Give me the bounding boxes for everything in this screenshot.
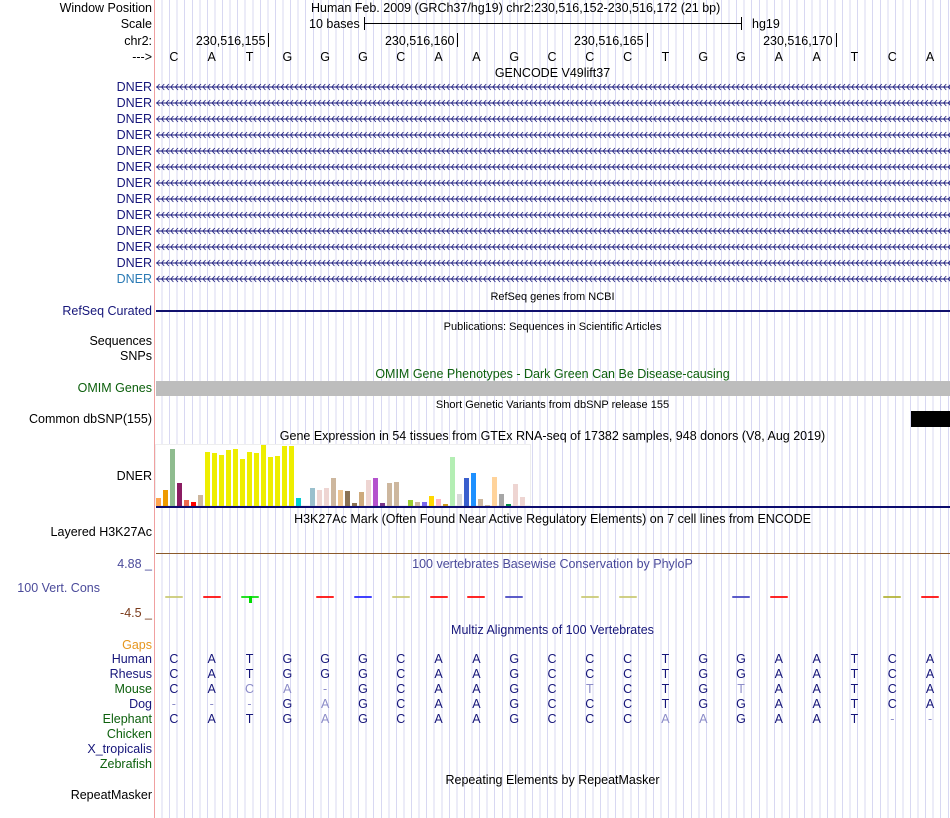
gtex-tissue-bar[interactable] <box>422 502 427 506</box>
multiz-base: C <box>547 652 557 666</box>
multiz-base: C <box>169 712 179 726</box>
multiz-base: A <box>207 667 216 681</box>
gencode-transcript-dner[interactable] <box>156 145 950 157</box>
multiz-base: G <box>358 682 368 696</box>
gtex-baseline <box>156 506 950 508</box>
multiz-base: A <box>812 667 821 681</box>
reference-base: G <box>282 50 293 64</box>
gtex-tissue-bar[interactable] <box>331 478 336 506</box>
multiz-species-label[interactable]: Chicken <box>106 727 152 741</box>
gencode-transcript-dner[interactable] <box>156 193 950 205</box>
multiz-base: G <box>358 697 368 711</box>
gtex-tissue-bar[interactable] <box>387 483 392 506</box>
reference-base: A <box>207 50 216 64</box>
gencode-transcript-label[interactable]: DNER <box>116 144 152 158</box>
reference-base: G <box>736 50 746 64</box>
phylop-score-glyph <box>203 596 221 598</box>
gencode-transcript-label[interactable]: DNER <box>116 160 152 174</box>
multiz-base: C <box>623 682 633 696</box>
omim-track-title: OMIM Gene Phenotypes - Dark Green Can Be Disease-causing <box>375 367 730 381</box>
multiz-base: G <box>698 682 709 696</box>
phylop-min: -4.5 _ <box>120 606 152 620</box>
gtex-tissue-bar[interactable] <box>436 499 441 506</box>
window-position-title: Human Feb. 2009 (GRCh37/hg19) chr2:230,516,152-230,516,172 (21 bp) <box>311 1 721 15</box>
multiz-species-label[interactable]: Elephant <box>102 712 152 726</box>
gencode-transcript-dner[interactable] <box>156 81 950 93</box>
multiz-base: A <box>472 682 481 696</box>
reference-base: A <box>472 50 481 64</box>
multiz-base: - <box>928 712 933 726</box>
multiz-base: A <box>925 697 935 711</box>
window-position-label: Window Position <box>59 1 152 15</box>
gtex-tissue-bar[interactable] <box>198 495 203 506</box>
gtex-tissue-bar[interactable] <box>366 480 371 506</box>
gtex-tissue-bar[interactable] <box>352 503 357 506</box>
scale-bar-text: 10 bases <box>309 17 360 31</box>
multiz-base: C <box>396 667 406 681</box>
gencode-transcript-dner[interactable] <box>156 161 950 173</box>
ruler-position-label: 230,516,155 <box>195 34 266 48</box>
gtex-tissue-bar[interactable] <box>338 490 343 506</box>
minus-strand-arrows-icon <box>156 273 950 285</box>
multiz-base: A <box>320 697 330 711</box>
gtex-tissue-bar[interactable] <box>275 456 280 506</box>
ruler-tick <box>268 33 269 47</box>
gtex-tissue-bar[interactable] <box>240 459 245 506</box>
multiz-base: G <box>736 667 746 681</box>
multiz-species-label[interactable]: X_tropicalis <box>87 742 152 756</box>
minus-strand-arrows-icon <box>156 129 950 141</box>
phylop-score-glyph <box>430 596 448 598</box>
gtex-tissue-bar[interactable] <box>485 505 490 506</box>
reference-base: T <box>661 50 670 64</box>
phylop-score-glyph <box>249 596 252 603</box>
gtex-tissue-bar[interactable] <box>478 499 483 506</box>
gtex-tissue-bar[interactable] <box>429 496 434 506</box>
gtex-tissue-bar[interactable] <box>471 473 476 506</box>
multiz-base: - <box>171 697 176 711</box>
gtex-tissue-bar[interactable] <box>191 502 196 506</box>
gtex-tissue-bar[interactable] <box>443 504 448 506</box>
multiz-base: A <box>774 712 784 726</box>
gtex-tissue-bar[interactable] <box>457 494 462 506</box>
gtex-tissue-bar[interactable] <box>282 446 287 506</box>
multiz-base: C <box>623 652 633 666</box>
gencode-transcript-label[interactable]: DNER <box>116 208 152 222</box>
gencode-transcript-dner[interactable] <box>156 97 950 109</box>
reference-base: G <box>509 50 520 64</box>
multiz-base: C <box>169 667 179 681</box>
multiz-base: C <box>623 667 633 681</box>
ruler-tick <box>457 33 458 47</box>
gtex-tissue-bar[interactable] <box>170 449 175 506</box>
reference-base: T <box>245 50 254 64</box>
minus-strand-arrows-icon <box>156 209 950 221</box>
multiz-base: - <box>323 682 328 696</box>
gtex-tissue-bar[interactable] <box>324 488 329 506</box>
reference-base: C <box>887 50 897 64</box>
multiz-base: C <box>887 697 897 711</box>
reference-base: C <box>623 50 633 64</box>
gtex-tissue-bar[interactable] <box>226 450 231 506</box>
minus-strand-arrows-icon <box>156 177 950 189</box>
gencode-transcript-label[interactable]: DNER <box>116 80 152 94</box>
multiz-species-label[interactable]: Mouse <box>114 682 152 696</box>
reference-base: G <box>358 50 368 64</box>
multiz-base: G <box>736 652 746 666</box>
reference-base: A <box>812 50 821 64</box>
gencode-transcript-label[interactable]: DNER <box>116 176 152 190</box>
multiz-base: C <box>547 712 557 726</box>
gencode-transcript-dner[interactable] <box>156 113 950 125</box>
multiz-base: G <box>358 652 368 666</box>
reference-base: C <box>547 50 557 64</box>
phylop-score-glyph <box>732 596 750 598</box>
scale-bar-left-tick <box>364 17 365 30</box>
phylop-score-glyph <box>770 596 788 598</box>
multiz-base: A <box>207 712 216 726</box>
gtex-tissue-bar[interactable] <box>408 500 413 506</box>
gencode-transcript-dner[interactable] <box>156 225 950 237</box>
multiz-base: A <box>207 652 216 666</box>
reference-base: C <box>169 50 179 64</box>
reference-base: C <box>585 50 595 64</box>
h3k27ac-track-title: H3K27Ac Mark (Often Found Near Active Regulatory Elements) on 7 cell lines from ENCODE <box>294 512 811 526</box>
multiz-base: G <box>320 652 330 666</box>
gtex-tissue-bar[interactable] <box>317 490 322 506</box>
gencode-transcript-label[interactable]: DNER <box>116 192 152 206</box>
phylop-score-glyph <box>505 596 523 598</box>
multiz-base: A <box>661 712 670 726</box>
multiz-species-label[interactable]: Zebrafish <box>99 757 152 771</box>
gtex-tissue-bar[interactable] <box>450 457 455 506</box>
multiz-base: A <box>774 652 784 666</box>
scale-bar-right-tick <box>741 17 742 30</box>
multiz-base: C <box>396 682 406 696</box>
minus-strand-arrows-icon <box>156 97 950 109</box>
multiz-base: A <box>812 652 821 666</box>
multiz-base: A <box>434 667 443 681</box>
multiz-base: A <box>472 652 481 666</box>
multiz-base: A <box>925 667 935 681</box>
multiz-base: T <box>850 652 859 666</box>
gtex-tissue-bar[interactable] <box>345 491 350 506</box>
omim-track-label[interactable]: OMIM Genes <box>77 381 152 395</box>
phylop-score-glyph <box>165 596 183 598</box>
scale-label: Scale <box>120 17 152 31</box>
phylop-max: 4.88 _ <box>117 557 152 571</box>
multiz-base: G <box>282 712 293 726</box>
multiz-base: C <box>396 652 406 666</box>
multiz-base: C <box>887 652 897 666</box>
gtex-tissue-bar[interactable] <box>219 455 224 506</box>
multiz-base: T <box>737 682 745 696</box>
strand-label: ---> <box>132 50 152 64</box>
minus-strand-arrows-icon <box>156 161 950 173</box>
multiz-base: A <box>434 652 443 666</box>
gencode-transcript-label[interactable]: DNER <box>116 112 152 126</box>
gtex-tissue-bar[interactable] <box>506 504 511 506</box>
gencode-transcript-label[interactable]: DNER <box>116 272 152 286</box>
multiz-base: - <box>890 712 895 726</box>
minus-strand-arrows-icon <box>156 225 950 237</box>
multiz-base: A <box>434 712 443 726</box>
multiz-base: G <box>736 712 746 726</box>
gencode-transcript-dner[interactable] <box>156 257 950 269</box>
minus-strand-arrows-icon <box>156 241 950 253</box>
multiz-base: G <box>509 652 520 666</box>
multiz-base: G <box>509 667 520 681</box>
gtex-tissue-bar[interactable] <box>212 453 217 506</box>
multiz-base: G <box>282 667 293 681</box>
multiz-base: C <box>547 697 557 711</box>
gencode-transcript-dner[interactable] <box>156 209 950 221</box>
multiz-base: A <box>812 712 821 726</box>
multiz-base: A <box>472 667 481 681</box>
multiz-base: C <box>245 682 255 696</box>
multiz-base: T <box>245 712 254 726</box>
gencode-transcript-label[interactable]: DNER <box>116 256 152 270</box>
multiz-base: A <box>812 682 821 696</box>
gencode-transcript-dner[interactable] <box>156 177 950 189</box>
gtex-tissue-bar[interactable] <box>513 484 518 506</box>
gtex-tissue-bar[interactable] <box>394 482 399 506</box>
multiz-base: C <box>169 682 179 696</box>
gencode-transcript-dner[interactable] <box>156 241 950 253</box>
multiz-track-title: Multiz Alignments of 100 Vertebrates <box>451 623 654 637</box>
multiz-base: G <box>358 667 368 681</box>
refseq-track-title: RefSeq genes from NCBI <box>490 291 615 303</box>
multiz-base: A <box>434 697 443 711</box>
gtex-tissue-bar[interactable] <box>289 446 294 506</box>
multiz-base: G <box>282 652 293 666</box>
multiz-base: C <box>396 712 406 726</box>
h3k27ac-track-label[interactable]: Layered H3K27Ac <box>50 525 152 539</box>
scale-bar <box>365 23 741 24</box>
multiz-base: C <box>585 652 595 666</box>
multiz-base: A <box>434 682 443 696</box>
ruler-position-label: 230,516,160 <box>384 34 455 48</box>
multiz-base: A <box>925 652 935 666</box>
multiz-base: A <box>699 712 708 726</box>
phylop-score-glyph <box>921 596 939 598</box>
gtex-tissue-bar[interactable] <box>380 503 385 506</box>
gtex-tissue-bar[interactable] <box>499 494 504 506</box>
dbsnp-track-label[interactable]: Common dbSNP(155) <box>29 412 152 426</box>
multiz-base: A <box>774 682 784 696</box>
refseq-track-label[interactable]: RefSeq Curated <box>62 304 152 318</box>
gencode-transcript-label[interactable]: DNER <box>116 128 152 142</box>
minus-strand-arrows-icon <box>156 257 950 269</box>
multiz-base: A <box>320 712 330 726</box>
gtex-tissue-bar[interactable] <box>415 502 420 506</box>
multiz-base: G <box>509 682 520 696</box>
ruler-tick <box>647 33 648 47</box>
gtex-tissue-bar[interactable] <box>177 483 182 506</box>
minus-strand-arrows-icon <box>156 113 950 125</box>
gtex-tissue-bar[interactable] <box>373 478 378 506</box>
reference-base: T <box>850 50 859 64</box>
publications-label-snps[interactable]: SNPs <box>120 349 152 363</box>
gtex-tissue-bar[interactable] <box>254 453 259 506</box>
reference-base: G <box>698 50 709 64</box>
multiz-base: C <box>585 667 595 681</box>
multiz-base: C <box>623 697 633 711</box>
gencode-transcript-label[interactable]: DNER <box>116 96 152 110</box>
multiz-base: G <box>698 652 709 666</box>
multiz-base: G <box>282 697 293 711</box>
multiz-base: T <box>850 667 859 681</box>
multiz-base: G <box>698 667 709 681</box>
multiz-base: G <box>358 712 368 726</box>
phylop-track-title: 100 vertebrates Basewise Conservation by PhyloP <box>412 557 693 571</box>
multiz-base: T <box>850 682 859 696</box>
reference-base: A <box>434 50 443 64</box>
gtex-tissue-bar[interactable] <box>205 452 210 506</box>
multiz-base: C <box>887 682 897 696</box>
minus-strand-arrows-icon <box>156 81 950 93</box>
minus-strand-arrows-icon <box>156 145 950 157</box>
multiz-base: C <box>623 712 633 726</box>
multiz-species-label[interactable]: Dog <box>129 697 152 711</box>
publications-label-sequences[interactable]: Sequences <box>89 334 152 348</box>
multiz-species-label[interactable]: Rhesus <box>109 667 152 681</box>
multiz-base: A <box>472 712 481 726</box>
multiz-base: - <box>209 697 214 711</box>
multiz-base: G <box>509 697 520 711</box>
multiz-base: C <box>887 667 897 681</box>
multiz-base: T <box>661 667 670 681</box>
phylop-score-glyph <box>619 596 637 598</box>
multiz-species-label[interactable]: Human <box>111 652 152 666</box>
h3k27ac-signal <box>156 553 950 554</box>
multiz-base: C <box>547 667 557 681</box>
phylop-score-glyph <box>467 596 485 598</box>
multiz-base: G <box>320 667 330 681</box>
refseq-gene-feature[interactable] <box>156 310 950 312</box>
omim-feature[interactable] <box>156 381 950 396</box>
phylop-score-glyph <box>354 596 372 598</box>
multiz-base: A <box>283 682 292 696</box>
gencode-transcript-label[interactable]: DNER <box>116 224 152 238</box>
ruler-label: chr2: <box>124 34 152 48</box>
multiz-base: T <box>245 667 254 681</box>
gtex-tissue-bar[interactable] <box>310 488 315 506</box>
gencode-transcript-dner[interactable] <box>156 273 950 285</box>
reference-base: A <box>925 50 935 64</box>
gtex-track-title: Gene Expression in 54 tissues from GTEx RNA-seq of 17382 samples, 948 donors (V8, Aug 2019) <box>279 429 826 443</box>
multiz-base: T <box>585 682 594 696</box>
multiz-base: C <box>585 712 595 726</box>
gtex-tissue-bar[interactable] <box>464 478 469 506</box>
multiz-gaps-label: Gaps <box>122 638 152 652</box>
gtex-tissue-bar[interactable] <box>163 490 168 506</box>
multiz-base: T <box>661 697 670 711</box>
multiz-base: C <box>169 652 179 666</box>
repeatmasker-track-label[interactable]: RepeatMasker <box>70 788 152 802</box>
ruler-position-label: 230,516,165 <box>574 34 644 48</box>
gtex-tissue-bar[interactable] <box>233 449 238 506</box>
multiz-base: T <box>661 652 670 666</box>
gtex-tissue-bar[interactable] <box>492 477 497 506</box>
publications-track-title: Publications: Sequences in Scientific Articles <box>443 321 662 333</box>
gtex-track-label[interactable]: DNER <box>116 469 152 483</box>
multiz-base: T <box>850 712 859 726</box>
multiz-base: T <box>661 682 670 696</box>
multiz-base: A <box>812 697 821 711</box>
ruler-tick <box>836 33 837 47</box>
phylop-track-label[interactable]: 100 Vert. Cons <box>17 581 100 595</box>
reference-base: G <box>320 50 330 64</box>
gtex-tissue-bar[interactable] <box>296 498 301 506</box>
multiz-base: C <box>547 682 557 696</box>
ruler-position-label: 230,516,170 <box>763 34 833 48</box>
multiz-base: T <box>850 697 859 711</box>
gtex-tissue-bar[interactable] <box>247 452 252 506</box>
multiz-base: - <box>247 697 252 711</box>
gtex-tissue-bar[interactable] <box>261 445 266 506</box>
gencode-track-title: GENCODE V49lift37 <box>494 66 611 80</box>
dbsnp-track-title: Short Genetic Variants from dbSNP release 155 <box>435 399 670 411</box>
multiz-base: A <box>774 667 784 681</box>
gtex-tissue-bar[interactable] <box>359 492 364 506</box>
multiz-base: C <box>585 697 595 711</box>
phylop-score-glyph <box>581 596 599 598</box>
repeatmasker-track-title: Repeating Elements by RepeatMasker <box>445 773 660 787</box>
gencode-transcript-label[interactable]: DNER <box>116 240 152 254</box>
multiz-base: A <box>774 697 784 711</box>
dbsnp-variant[interactable] <box>911 411 950 427</box>
gtex-tissue-bar[interactable] <box>156 498 161 506</box>
multiz-base: A <box>207 682 216 696</box>
gencode-transcript-dner[interactable] <box>156 129 950 141</box>
phylop-score-glyph <box>392 596 410 598</box>
multiz-base: A <box>925 682 935 696</box>
minus-strand-arrows-icon <box>156 193 950 205</box>
gtex-tissue-bar[interactable] <box>268 457 273 506</box>
multiz-base: A <box>472 697 481 711</box>
reference-base: C <box>396 50 406 64</box>
multiz-base: T <box>245 652 254 666</box>
multiz-base: G <box>509 712 520 726</box>
gtex-tissue-bar[interactable] <box>184 500 189 506</box>
phylop-score-glyph <box>316 596 334 598</box>
reference-base: A <box>774 50 784 64</box>
gtex-tissue-bar[interactable] <box>520 497 525 506</box>
phylop-score-glyph <box>883 596 901 598</box>
multiz-base: C <box>396 697 406 711</box>
multiz-base: G <box>698 697 709 711</box>
scale-assembly: hg19 <box>752 17 780 31</box>
multiz-base: G <box>736 697 746 711</box>
